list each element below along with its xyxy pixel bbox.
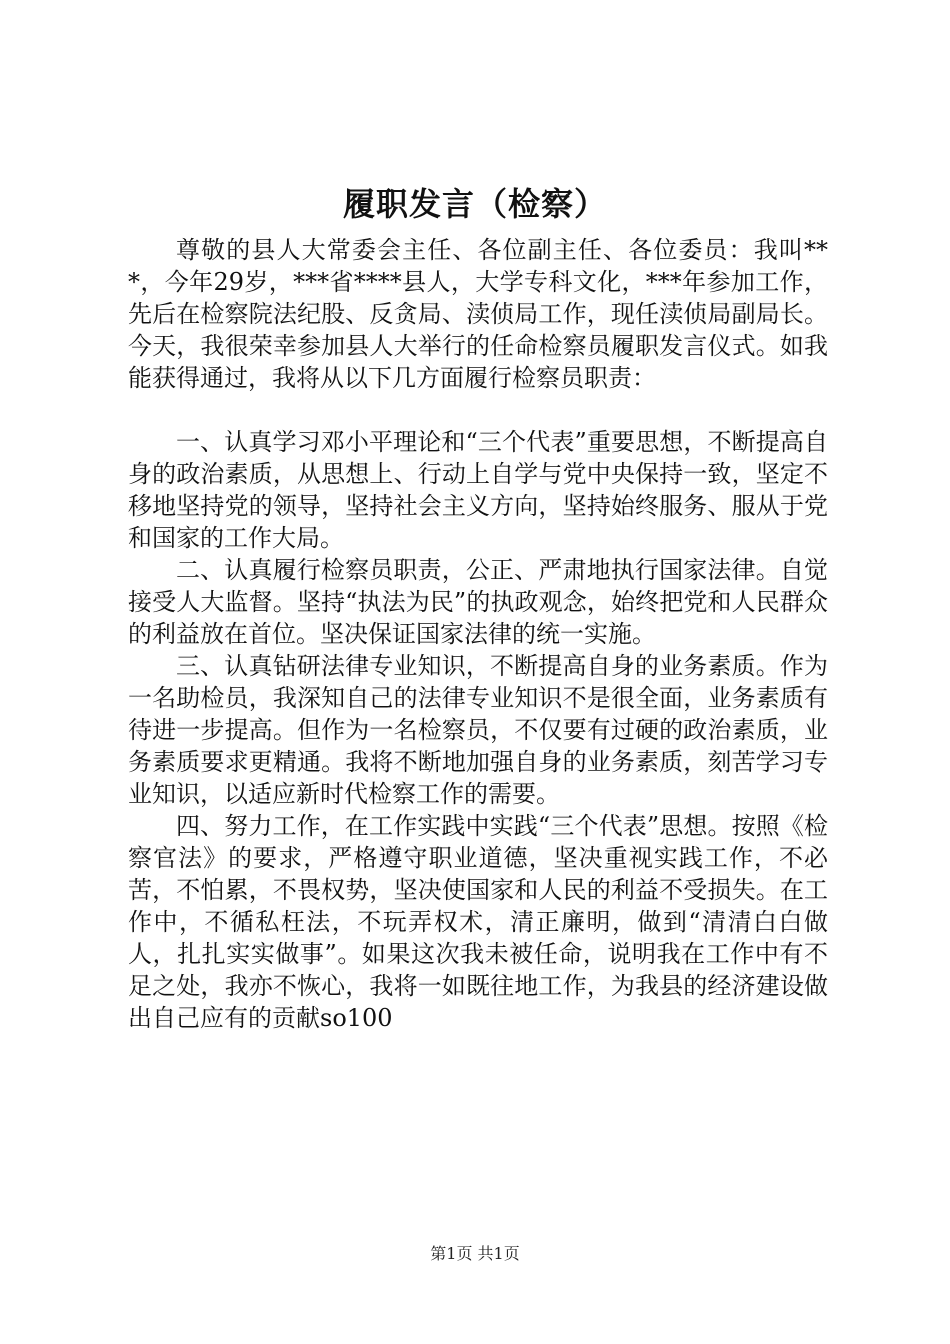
document-body (128, 234, 828, 1034)
paragraph-point-2: 二、认真履行检察员职责，公正、严肃地执行国家法律。自觉接受人大监督。坚持“执法为民”的执政观念，始终把党和人民群众的利益放在首位。坚决保证国家法律的统一实施。 (128, 556, 828, 648)
page-number-footer: 第1页 共1页 (430, 1244, 520, 1263)
paragraph-point-3: 三、认真钻研法律专业知识，不断提高自身的业务素质。作为一名助检员，我深知自己的法律专业知识不是很全面，业务素质有待进一步提高。但作为一名检察员，不仅要有过硬的政治素质，业务素质要求更精通。我将不断地加强自身的业务素质，刻苦学习专业知识，以适应新时代检察工作的需要。 (128, 652, 828, 808)
paragraph-point-1: 一、认真学习邓小平理论和“三个代表”重要思想，不断提高自身的政治素质，从思想上、行动上自学与党中央保持一致，坚定不移地坚持党的领导，坚持社会主义方向，坚持始终服务、服从于党和国家的工作大局。 (128, 428, 828, 552)
document-title: 履职发言（检察） (342, 185, 607, 223)
paragraph-intro: 尊敬的县人大常委会主任、各位副主任、各位委员：我叫***，今年29岁，***省****县人，大学专科文化，***年参加工作，先后在检察院法纪股、反贪局、渎侦局工作，现任渎侦局副局长。今天，我很荣幸参加县人大举行的任命检察员履职发言仪式。如我能获得通过，我将从以下几方面履行检察员职责： (128, 236, 828, 392)
paragraph-point-4: 四、努力工作，在工作实践中实践“三个代表”思想。按照《检察官法》的要求，严格遵守职业道德，坚决重视实践工作，不必苦，不怕累，不畏权势，坚决使国家和人民的利益不受损失。在工作中，不循私枉法，不玩弄权术，清正廉明，做到“清清白白做人，扎扎实实做事”。如果这次我未被任命，说明我在工作中有不足之处，我亦不恢心，我将一如既往地工作，为我县的经济建设做出自己应有的贡献so100 (128, 812, 828, 1032)
